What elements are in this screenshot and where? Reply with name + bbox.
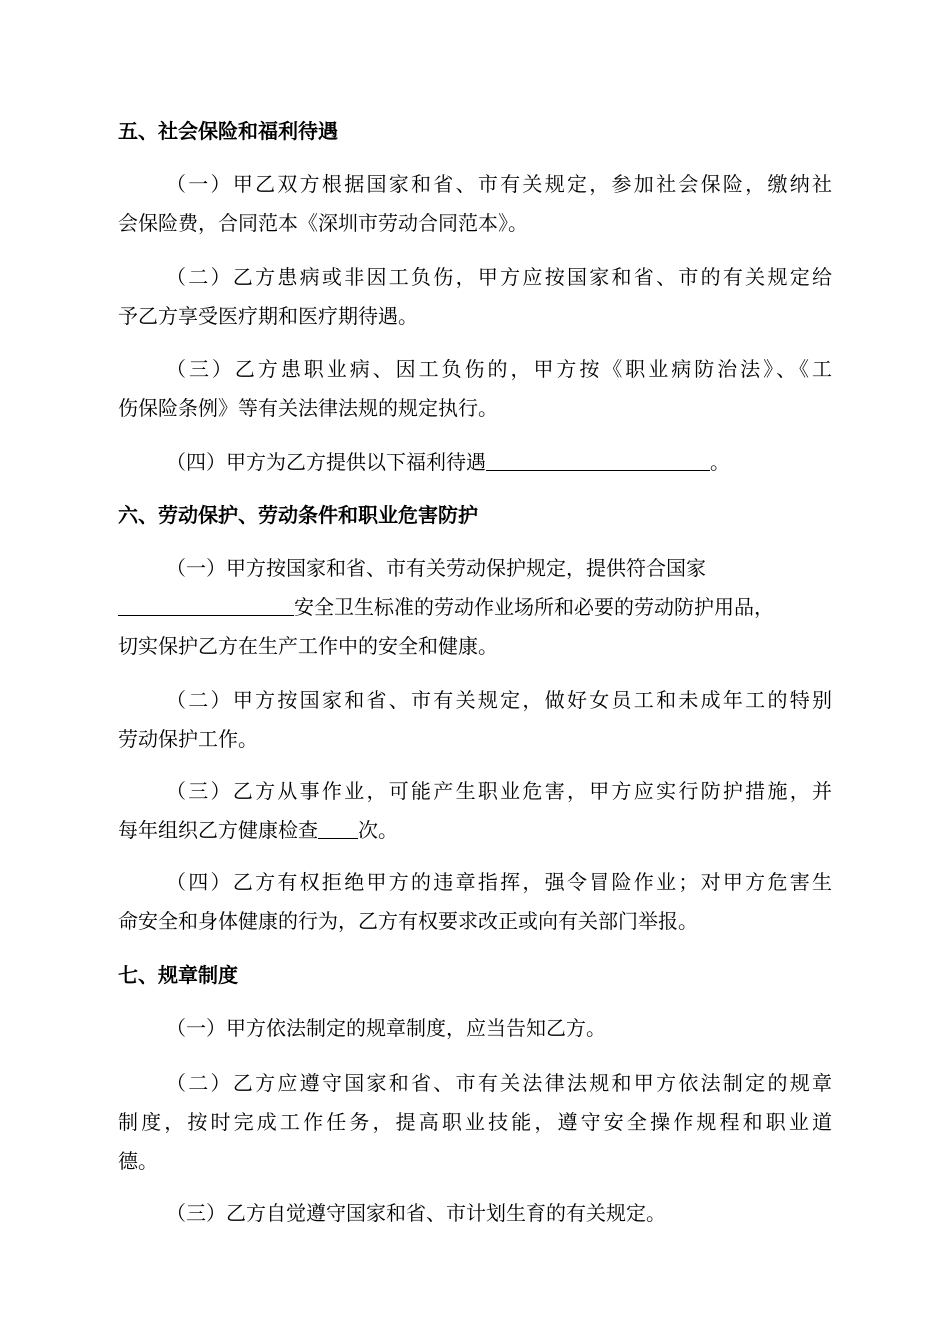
paragraph-line: 伤保险条例》等有关法律法规的规定执行。 (118, 396, 498, 420)
paragraph-line: 劳动保护工作。 (118, 727, 258, 751)
fill-in-blank[interactable] (318, 816, 358, 839)
paragraph-text: 安全卫生标准的劳动作业场所和必要的劳动防护用品， (294, 595, 774, 619)
paragraph-7-2 (118, 1064, 832, 1181)
paragraph-line: 予乙方享受医疗期和医疗期待遇。 (118, 304, 418, 328)
paragraph-text: 次。 (358, 818, 398, 842)
paragraph-line: （一）甲乙双方根据国家和省、市有关规定，参加社会保险，缴纳社 (166, 172, 832, 196)
paragraph-line: 会保险费，合同范本《深圳市劳动合同范本》。 (118, 211, 528, 235)
paragraph-line: （一）甲方依法制定的规章制度，应当告知乙方。 (166, 1016, 606, 1040)
paragraph-line: （二）乙方应遵守国家和省、市有关法律法规和甲方依法制定的规章 (166, 1071, 832, 1095)
paragraph-text: 。 (710, 450, 730, 474)
paragraph-5-3 (118, 350, 832, 428)
paragraph-line: （一）甲方按国家和省、市有关劳动保护规定，提供符合国家 (166, 556, 706, 580)
paragraph-text: （四）甲方为乙方提供以下福利待遇 (166, 450, 486, 474)
paragraph-6-2 (118, 681, 832, 759)
fill-in-blank[interactable] (486, 448, 710, 471)
paragraph-line: 命安全和身体健康的行为，乙方有权要求改正或向有关部门举报。 (118, 909, 698, 933)
paragraph-line: （二）甲方按国家和省、市有关规定，做好女员工和未成年工的特别 (166, 688, 832, 712)
paragraph-7-3 (118, 1194, 832, 1233)
paragraph-line: 切实保护乙方在生产工作中的安全和健康。 (118, 634, 498, 658)
paragraph-5-1 (118, 165, 832, 243)
paragraph-text: 每年组织乙方健康检查 (118, 818, 318, 842)
fill-in-blank[interactable] (118, 593, 294, 616)
paragraph-line: （三）乙方自觉遵守国家和省、市计划生育的有关规定。 (166, 1201, 666, 1225)
paragraph-line: 德。 (118, 1149, 158, 1173)
paragraph-line: （四）乙方有权拒绝甲方的违章指挥，强令冒险作业；对甲方危害生 (166, 870, 832, 894)
paragraph-line: 制度，按时完成工作任务，提高职业技能，遵守安全操作规程和职业道 (118, 1110, 832, 1134)
paragraph-5-4 (118, 443, 832, 482)
paragraph-line: （二）乙方患病或非因工负伤，甲方应按国家和省、市的有关规定给 (166, 265, 832, 289)
paragraph-6-3 (118, 772, 832, 850)
paragraph-line (118, 443, 832, 482)
paragraph-line (118, 588, 832, 627)
paragraph-7-1 (118, 1009, 832, 1048)
paragraph-line: （三）乙方从事作业，可能产生职业危害，甲方应实行防护措施，并 (166, 779, 832, 803)
paragraph-6-1 (118, 549, 832, 666)
section-heading-6: 六、劳动保护、劳动条件和职业危害防护 (118, 503, 478, 527)
paragraph-6-4 (118, 863, 832, 941)
section-heading-7: 七、规章制度 (118, 963, 238, 987)
paragraph-5-2 (118, 258, 832, 336)
section-heading-5: 五、社会保险和福利待遇 (118, 119, 338, 143)
paragraph-line (118, 811, 832, 850)
paragraph-line: （三）乙方患职业病、因工负伤的，甲方按《职业病防治法》、《工 (166, 357, 832, 381)
